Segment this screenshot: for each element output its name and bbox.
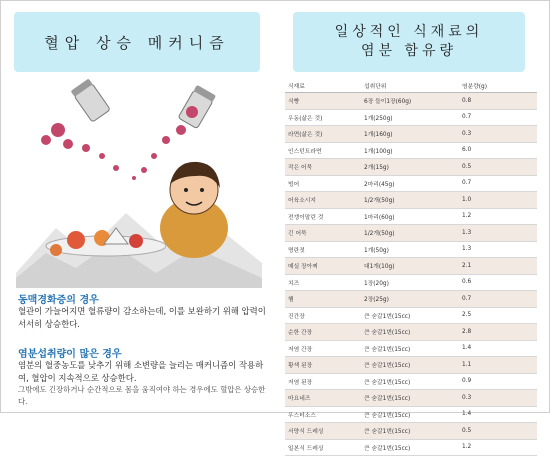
- table-cell: 1.4: [459, 340, 537, 357]
- table-cell: 큰 숟갈1번(15cc): [361, 373, 459, 390]
- left-title-banner: [14, 12, 260, 72]
- table-cell: 어육소시지: [285, 192, 361, 209]
- table-header-cell: 섭취단위: [361, 78, 459, 93]
- table-cell: 명란젓: [285, 241, 361, 258]
- table-cell: 1개(50g): [361, 241, 459, 258]
- table-cell: 치즈: [285, 274, 361, 291]
- table-cell: 큰 숟갈1번(15cc): [361, 390, 459, 407]
- table-row: [285, 340, 537, 357]
- table-cell: 저염 간장: [285, 340, 361, 357]
- table-cell: 큰 숟갈1번(15cc): [361, 406, 459, 423]
- table-cell: 1개(250g): [361, 109, 459, 126]
- table-header-cell: 염분량(g): [459, 78, 537, 93]
- table-cell: 우스터소스: [285, 406, 361, 423]
- table-row: [285, 307, 537, 324]
- table-cell: 1.4: [459, 406, 537, 423]
- table-row: [285, 126, 537, 143]
- table-cell: 2.8: [459, 324, 537, 341]
- table-cell: 0.7: [459, 291, 537, 308]
- table-cell: 황색 된장: [285, 357, 361, 374]
- table-cell: 2장(25g): [361, 291, 459, 308]
- table-cell: 1개(160g): [361, 126, 459, 143]
- table-cell: 진간장: [285, 307, 361, 324]
- table-cell: 6.0: [459, 142, 537, 159]
- right-title-banner: [293, 12, 525, 72]
- table-cell: 1.0: [459, 192, 537, 209]
- table-cell: 1/2개(50g): [361, 225, 459, 242]
- table-row: [285, 274, 537, 291]
- table-row: [285, 390, 537, 407]
- table-cell: 저염 된장: [285, 373, 361, 390]
- table-cell: 0.5: [459, 423, 537, 440]
- table-cell: 0.8: [459, 93, 537, 110]
- table-cell: 0.7: [459, 175, 537, 192]
- salt-particles: [41, 106, 198, 180]
- food-dishes: [46, 228, 166, 256]
- right-title-line1: 일상적인 식재료의: [334, 24, 484, 40]
- table-row: [285, 357, 537, 374]
- table-cell: 작은 어묵: [285, 159, 361, 176]
- table-cell: 긴 어묵: [285, 225, 361, 242]
- section1-heading: 동맥경화증의 경우: [18, 295, 99, 306]
- table-row: [285, 109, 537, 126]
- table-cell: 큰 숟갈1번(15cc): [361, 340, 459, 357]
- table-row: [285, 208, 537, 225]
- table-cell: 2.5: [459, 307, 537, 324]
- table-body: [285, 93, 537, 456]
- table-cell: 식빵: [285, 93, 361, 110]
- table-cell: 1.3: [459, 241, 537, 258]
- table-row: [285, 159, 537, 176]
- left-panel: [8, 8, 272, 406]
- table-cell: 1.2: [459, 439, 537, 456]
- table-cell: 2.1: [459, 258, 537, 275]
- table-cell: 2개(15g): [361, 159, 459, 176]
- table-cell: 0.3: [459, 126, 537, 143]
- table-row: [285, 423, 537, 440]
- table-row: [285, 324, 537, 341]
- table-row: [285, 142, 537, 159]
- table-cell: 0.6: [459, 274, 537, 291]
- table-cell: 인스턴트라면: [285, 142, 361, 159]
- table-header-row: [285, 78, 537, 93]
- table-cell: 1/2개(50g): [361, 192, 459, 209]
- table-row: [285, 258, 537, 275]
- table-cell: 1.3: [459, 225, 537, 242]
- table-cell: 매실 장아찌: [285, 258, 361, 275]
- table-row: [285, 406, 537, 423]
- table-header-cell: 식재료: [285, 78, 361, 93]
- table-cell: 0.7: [459, 109, 537, 126]
- table-row: [285, 291, 537, 308]
- salt-illustration: [16, 78, 262, 288]
- table-row: [285, 192, 537, 209]
- table-row: [285, 93, 537, 110]
- table-cell: 전갱이말린 것: [285, 208, 361, 225]
- table-row: [285, 373, 537, 390]
- table-cell: 1.2: [459, 208, 537, 225]
- table-cell: 큰 숟갈1번(15cc): [361, 307, 459, 324]
- person-figure: [160, 162, 228, 258]
- section2-body: 염분의 혈중농도를 낮추기 위해 소변량을 늘리는 매커니즘이 작용하여, 혈압이 지속적으로 상승한다.: [18, 360, 264, 383]
- section2-heading: 염분섭취량이 많은 경우: [18, 349, 122, 360]
- table-cell: 일본식 드레싱: [285, 439, 361, 456]
- right-title-line2: 염분 함유량: [360, 43, 458, 59]
- table-cell: 큰 숟갈1번(15cc): [361, 423, 459, 440]
- table-cell: 0.5: [459, 159, 537, 176]
- salt-shaker-left: [71, 78, 111, 122]
- table-cell: 2마리(45g): [361, 175, 459, 192]
- table-cell: 6장 들이1장(60g): [361, 93, 459, 110]
- table-cell: 우동(삶은 것): [285, 109, 361, 126]
- right-panel: [279, 8, 542, 452]
- table-cell: 1.1: [459, 357, 537, 374]
- table-cell: 빙어: [285, 175, 361, 192]
- table-cell: 1장(20g): [361, 274, 459, 291]
- table-cell: 햄: [285, 291, 361, 308]
- table-cell: 0.9: [459, 373, 537, 390]
- table-cell: 큰 숟갈1번(15cc): [361, 439, 459, 456]
- table-cell: 서양식 드레싱: [285, 423, 361, 440]
- table-cell: 큰 숟갈1번(15cc): [361, 324, 459, 341]
- table-cell: 1마리(60g): [361, 208, 459, 225]
- table-row: [285, 175, 537, 192]
- table-cell: 라면(삶은 것): [285, 126, 361, 143]
- table-row: [285, 241, 537, 258]
- table-cell: 큰 숟갈1번(15cc): [361, 357, 459, 374]
- table-row: [285, 439, 537, 456]
- salt-shaker-right: [178, 85, 216, 129]
- left-title: 혈압 상승 메커니즘: [44, 33, 230, 52]
- section1-body: 혈관이 가늘어지면 혈류량이 감소하는데, 이를 보완하기 위해 압력이 서서히 상승한다.: [18, 306, 266, 329]
- note-text: 그밖에도 긴장하거나 순간적으로 몸을 움직여야 하는 경우에도 혈압은 상승한다.: [18, 385, 266, 406]
- table-cell: 0.3: [459, 390, 537, 407]
- salt-content-table: [285, 78, 537, 456]
- table-cell: 대1개(10g): [361, 258, 459, 275]
- table-cell: 1개(100g): [361, 142, 459, 159]
- table-row: [285, 225, 537, 242]
- table-cell: 마요네즈: [285, 390, 361, 407]
- table-cell: 순한 간장: [285, 324, 361, 341]
